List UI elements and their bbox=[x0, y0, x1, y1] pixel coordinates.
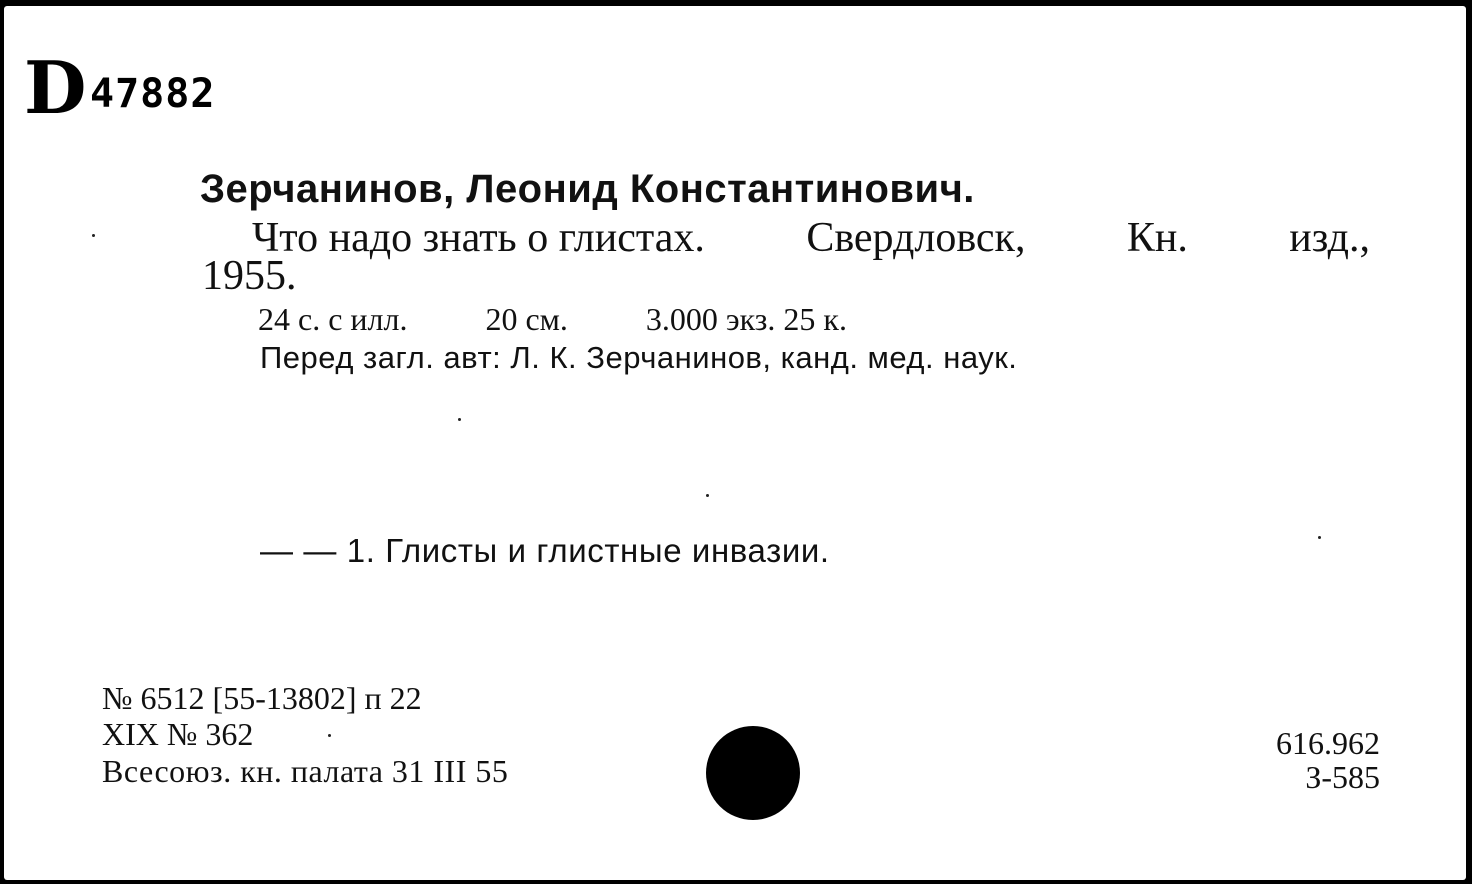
scan-speck bbox=[706, 494, 709, 497]
print-run-price: 3.000 экз. 25 к. bbox=[645, 301, 847, 337]
registration-number: № 6512 [55-13802] п 22 bbox=[102, 680, 422, 716]
catalog-card bbox=[4, 6, 1466, 880]
scan-speck bbox=[92, 234, 95, 237]
author-note: Перед загл. авт: Л. К. Зерчанинов, канд. мед. наук. bbox=[260, 340, 1018, 375]
scan-speck bbox=[458, 418, 461, 421]
scan-speck bbox=[1318, 536, 1321, 539]
author-heading: Зерчанинов, Леонид Константинович. bbox=[200, 167, 975, 211]
pages: 24 с. с илл. bbox=[258, 301, 408, 337]
stamp-letter: D bbox=[24, 45, 87, 130]
collation-line bbox=[258, 298, 847, 340]
publication-place: Свердловск, bbox=[806, 215, 1026, 261]
title-line bbox=[252, 212, 1370, 264]
publisher-abbrev-cont: изд., bbox=[1289, 215, 1370, 261]
book-size: 20 см. bbox=[485, 301, 568, 337]
udc-classification: 616.962 bbox=[1276, 725, 1380, 761]
publisher-abbrev: Кн. bbox=[1126, 215, 1188, 261]
subject-heading: — — 1. Глисты и глистные инвазии. bbox=[260, 532, 830, 569]
registration-series: XIX № 362 bbox=[102, 716, 254, 752]
scan-speck bbox=[328, 734, 331, 737]
punch-hole bbox=[706, 726, 800, 820]
registration-chamber: Всесоюз. кн. палата 31 III 55 bbox=[102, 753, 509, 789]
stamp-number: 47882 bbox=[90, 71, 216, 117]
cutter-number: З-585 bbox=[1305, 759, 1380, 795]
title-text: Что надо знать о глистах. bbox=[252, 215, 705, 261]
publication-year: 1955. bbox=[202, 253, 297, 299]
